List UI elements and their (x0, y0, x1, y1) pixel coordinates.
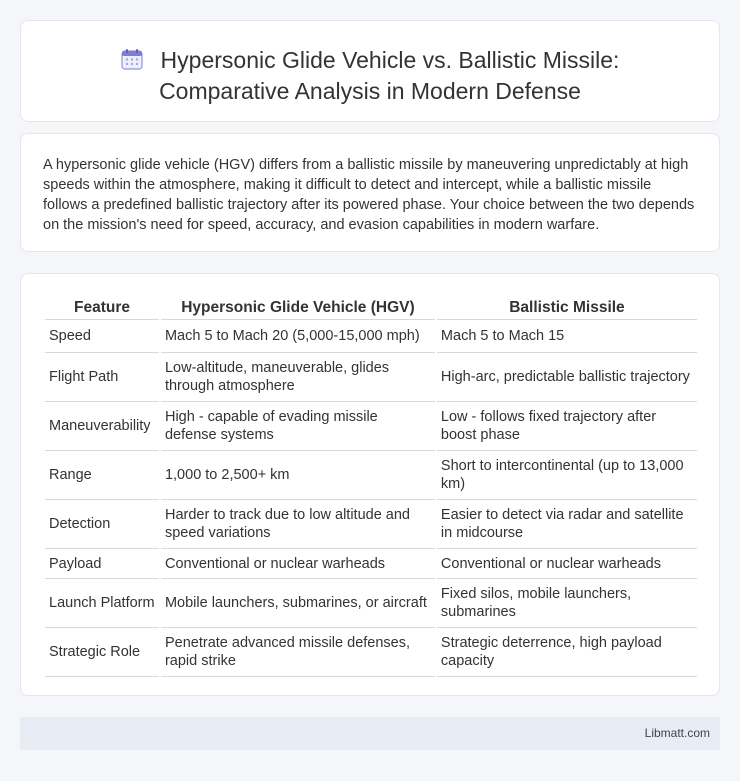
title-line-1: Hypersonic Glide Vehicle vs. Ballistic Missile: (160, 47, 620, 73)
title-card (20, 20, 720, 122)
page-title (21, 45, 719, 107)
ballistic-cell: Fixed silos, mobile launchers, submarines (437, 579, 697, 628)
table-row (45, 579, 697, 628)
hgv-cell: Conventional or nuclear warheads (161, 549, 435, 579)
table-header-row (45, 296, 697, 320)
feature-cell: Speed (45, 320, 159, 353)
hgv-cell: Mobile launchers, submarines, or aircraft (161, 579, 435, 628)
table-row (45, 451, 697, 500)
ballistic-cell: Low - follows fixed trajectory after boost phase (437, 402, 697, 451)
table-row (45, 549, 697, 579)
hgv-cell: Penetrate advanced missile defenses, rapid strike (161, 628, 435, 677)
table-row (45, 320, 697, 353)
feature-cell: Flight Path (45, 353, 159, 402)
footer-link[interactable]: Libmatt.com (644, 726, 710, 740)
feature-cell: Strategic Role (45, 628, 159, 677)
ballistic-cell: Short to intercontinental (up to 13,000 km) (437, 451, 697, 500)
comparison-table (43, 296, 699, 677)
hgv-cell: Low-altitude, maneuverable, glides through atmosphere (161, 353, 435, 402)
feature-cell: Range (45, 451, 159, 500)
ballistic-cell: Conventional or nuclear warheads (437, 549, 697, 579)
table-row (45, 628, 697, 677)
feature-cell: Launch Platform (45, 579, 159, 628)
ballistic-cell: Easier to detect via radar and satellite in midcourse (437, 500, 697, 549)
calendar-icon (121, 47, 143, 69)
ballistic-cell: High-arc, predictable ballistic trajectory (437, 353, 697, 402)
summary-text: A hypersonic glide vehicle (HGV) differs from a ballistic missile by maneuvering unpredictably at high speeds within the atmosphere, making it difficult to detect and intercept, while a ballistic missile follows a predefined ballistic trajectory after its powered phase. Your choice between the two depends on the mission's need for speed, accuracy, and evasion capabilities in modern warfare. (43, 157, 695, 233)
comparison-card (20, 273, 720, 696)
summary-card (20, 133, 720, 252)
header-hgv: Hypersonic Glide Vehicle (HGV) (161, 296, 435, 320)
ballistic-cell: Mach 5 to Mach 15 (437, 320, 697, 353)
feature-cell: Payload (45, 549, 159, 579)
feature-cell: Maneuverability (45, 402, 159, 451)
header-ballistic: Ballistic Missile (437, 296, 697, 320)
table-row (45, 402, 697, 451)
hgv-cell: High - capable of evading missile defense systems (161, 402, 435, 451)
ballistic-cell: Strategic deterrence, high payload capacity (437, 628, 697, 677)
hgv-cell: Mach 5 to Mach 20 (5,000-15,000 mph) (161, 320, 435, 353)
table-row (45, 353, 697, 402)
title-line-2: Comparative Analysis in Modern Defense (159, 78, 581, 104)
table-row (45, 500, 697, 549)
footer (20, 717, 720, 750)
hgv-cell: Harder to track due to low altitude and speed variations (161, 500, 435, 549)
hgv-cell: 1,000 to 2,500+ km (161, 451, 435, 500)
feature-cell: Detection (45, 500, 159, 549)
header-feature: Feature (45, 296, 159, 320)
